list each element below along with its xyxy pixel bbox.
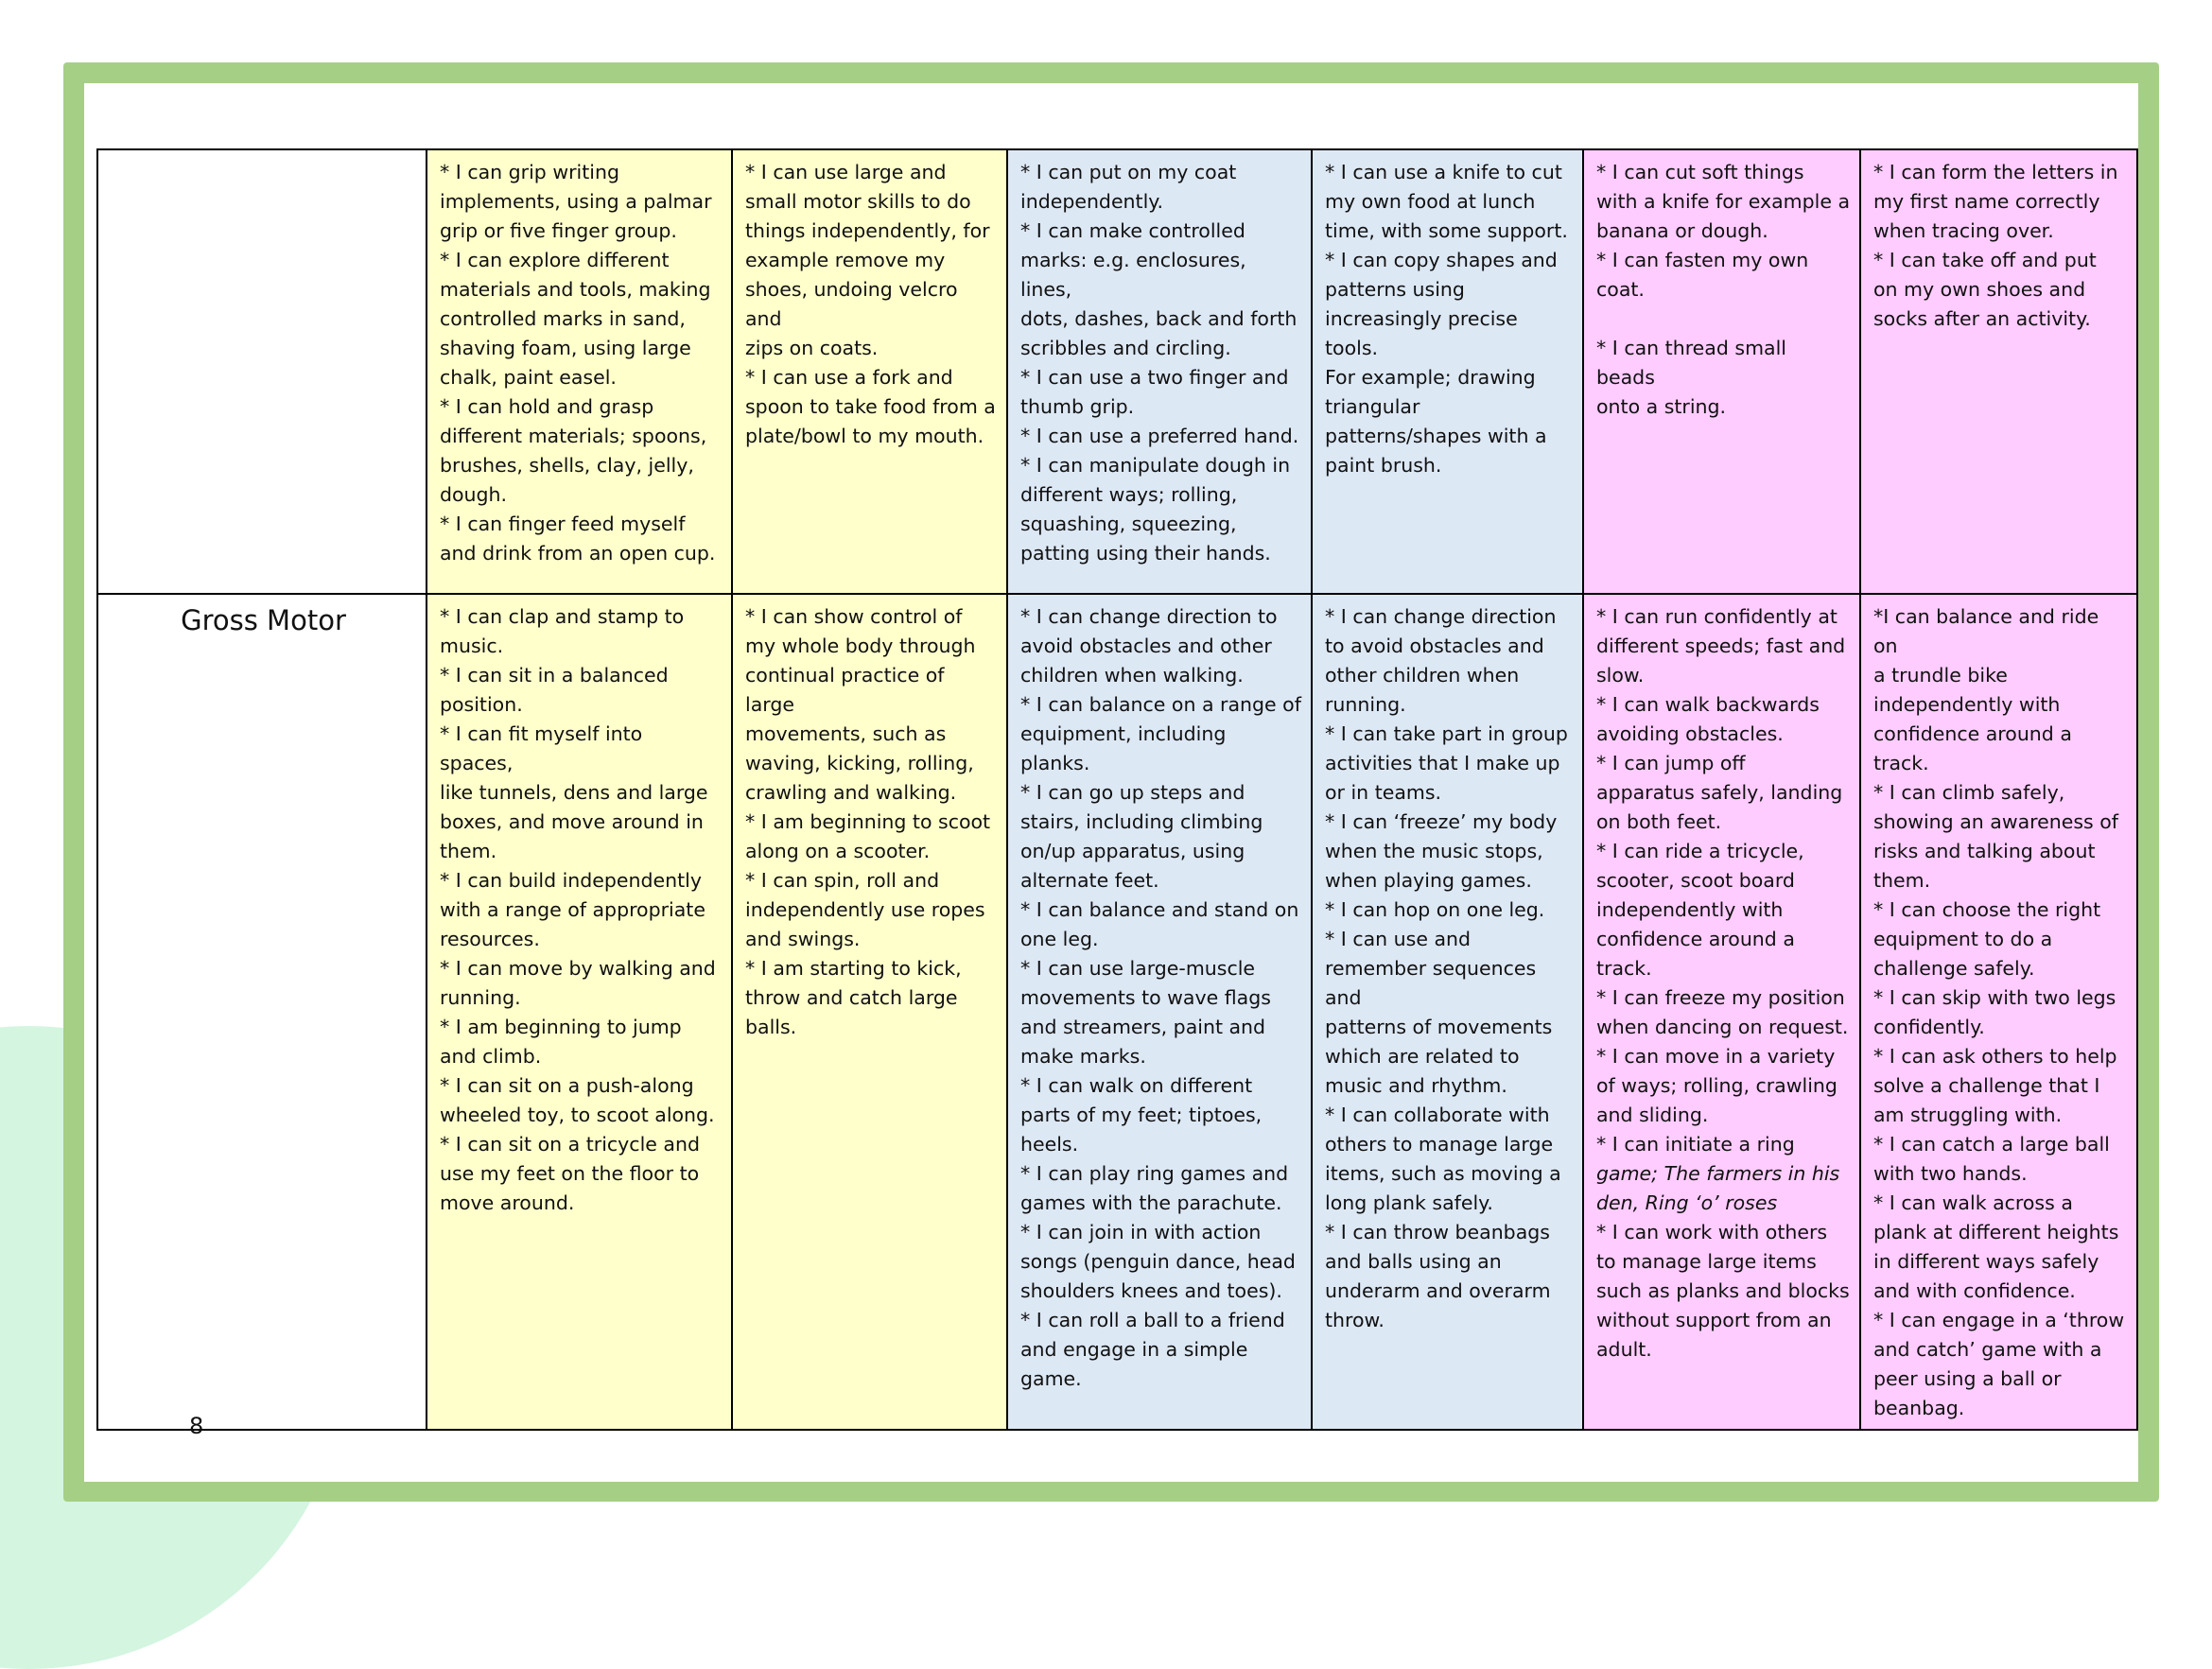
statement-line: different ways; rolling, [1020,483,1238,506]
statement-line: shoes, undoing velcro and [745,278,958,330]
stage-cell [1312,149,1583,594]
statement-line: game; The farmers in his [1596,1162,1840,1185]
statement-line: * I can ask others to help [1873,1045,2117,1068]
statement-line: * I can roll a ball to a friend [1020,1309,1285,1331]
statement-line [1596,304,1850,334]
statement-line: challenge safely. [1873,957,2035,980]
statement-line: balls. [745,1016,797,1038]
statement-line: * I can walk backwards [1596,693,1820,716]
statement-line: * I can freeze my position [1596,986,1845,1009]
statement-line: controlled marks in sand, [440,307,686,330]
statement-line: running. [440,986,521,1009]
statement-line: my own food at lunch [1325,190,1536,213]
statement-line: equipment to do a [1873,928,2053,950]
statement-line: independently use ropes [745,898,985,921]
statement-line: on my own shoes and [1873,278,2086,301]
statement-line: * I can skip with two legs [1873,986,2116,1009]
statement-line: parts of my feet; tiptoes, [1020,1104,1263,1126]
statement-line: risks and talking about [1873,840,2096,862]
statement-line: dough. [440,483,508,506]
statement-line: stairs, including climbing [1020,810,1263,833]
statement-line: my whole body through [745,635,976,657]
statement-line: continual practice of large [745,664,945,716]
statement-line: which are related to [1325,1045,1520,1068]
statement-line: confidence around a [1596,928,1795,950]
table-row-gross-motor [97,594,2137,1430]
statement-line: coat. [1596,278,1645,301]
statement-line: and balls using an [1325,1250,1502,1273]
statement-line: a trundle bike [1873,664,2008,687]
statement-line: marks: e.g. enclosures, lines, [1020,249,1246,301]
statement-line: * I can catch a large ball [1873,1133,2110,1156]
statement-line: things independently, for [745,219,990,242]
statement-line: game. [1020,1367,1082,1390]
statement-line: * I can ‘freeze’ my body [1325,810,1558,833]
statement-line: * I can explore different [440,249,670,271]
statement-line: * I can finger feed myself [440,513,686,535]
statement-line: beanbag. [1873,1397,1965,1419]
statement-line: * I can balance on a range of [1020,693,1301,716]
statement-line: without support from an [1596,1309,1832,1331]
stage-cell [1007,594,1312,1430]
statement-line: such as planks and blocks [1596,1279,1850,1302]
statement-line: * I can move in a variety [1596,1045,1836,1068]
skills-table [96,148,2138,1431]
statement-line: * I am beginning to scoot [745,810,991,833]
statement-line: * I can move by walking and [440,957,716,980]
statement-line: * I can walk on different [1020,1074,1253,1097]
statement-line: * I can climb safely, [1873,781,2065,804]
statement-line: running. [1325,693,1406,716]
statement-line: thumb grip. [1020,395,1135,418]
area-cell [97,594,427,1430]
statement-line: * I can balance and stand on [1020,898,1299,921]
statement-line: alternate feet. [1020,869,1159,892]
statement-line: on/up apparatus, using [1020,840,1245,862]
statement-line: * I can change direction [1325,605,1557,628]
statement-line: remember sequences and [1325,957,1537,1009]
table-row-fine-motor [97,149,2137,594]
stage-cell [1007,149,1312,594]
statement-line: and with confidence. [1873,1279,2076,1302]
statement-line: music and rhythm. [1325,1074,1507,1097]
statement-line: * I can work with others [1596,1221,1828,1243]
statement-line: * I can jump off [1596,752,1746,774]
stage-cell [732,594,1007,1430]
statement-line: * I can use a knife to cut [1325,161,1562,183]
statement-line: scribbles and circling. [1020,337,1231,359]
statement-line: * I can put on my coat [1020,161,1237,183]
statement-line: them. [1873,869,1931,892]
statement-line: music. [440,635,504,657]
statement-line: long plank safely. [1325,1191,1493,1214]
statement-line: confidently. [1873,1016,1985,1038]
statement-line: shoulders knees and toes). [1020,1279,1282,1302]
statement-line: * I can choose the right [1873,898,2101,921]
statement-line: and sliding. [1596,1104,1709,1126]
statement-line: * I can thread small beads [1596,337,1786,389]
statement-line: movements, such as [745,722,947,745]
statement-line: * I can initiate a ring [1596,1133,1795,1156]
statement-line: resources. [440,928,540,950]
statement-line: independently with [1873,693,2061,716]
statement-line: crawling and walking. [745,781,957,804]
statement-line: * I can walk across a [1873,1191,2073,1214]
statement-line: wheeled toy, to scoot along. [440,1104,715,1126]
statement-line: throw and catch large [745,986,958,1009]
statement-line: * I can use and [1325,928,1472,950]
statement-line: like tunnels, dens and large [440,781,708,804]
statement-line: * I can take part in group [1325,722,1568,745]
statement-line: heels. [1020,1133,1079,1156]
statement-line: spoon to take food from a [745,395,996,418]
statement-line: scooter, scoot board [1596,869,1795,892]
statement-line: track. [1596,957,1652,980]
statement-line: other children when [1325,664,1520,687]
statement-line: different speeds; fast and [1596,635,1846,657]
statement-line: paint brush. [1325,454,1442,477]
statement-line: position. [440,693,523,716]
area-title: Gross Motor [181,604,346,636]
statement-line: materials and tools, making [440,278,711,301]
statement-line: to manage large items [1596,1250,1817,1273]
statement-line: movements to wave flags [1020,986,1271,1009]
statement-line: * I can spin, roll and [745,869,940,892]
statement-line: solve a challenge that I [1873,1074,2100,1097]
statement-line: banana or dough. [1596,219,1768,242]
statement-line: * I can sit on a tricycle and [440,1133,700,1156]
statement-line: * I can build independently [440,869,703,892]
statement-line: items, such as moving a [1325,1162,1561,1185]
statement-line: apparatus safely, landing [1596,781,1843,804]
statement-line: * I can grip writing [440,161,619,183]
statement-line: confidence around a track. [1873,722,2072,774]
statement-line: * I can use a two finger and [1020,366,1289,389]
statement-line: * I can join in with action [1020,1221,1262,1243]
statement-line: on both feet. [1596,810,1722,833]
page-number: 8 [189,1413,204,1439]
statement-line: * I can clap and stamp to [440,605,685,628]
statement-line: along on a scooter. [745,840,931,862]
statement-line: patterns using [1325,278,1465,301]
statement-line: * I can form the letters in [1873,161,2118,183]
statement-line: increasingly precise tools. [1325,307,1518,359]
statement-line: adult. [1596,1338,1652,1361]
statement-line: with a range of appropriate [440,898,705,921]
statement-line: with a knife for example a [1596,190,1851,213]
statement-line: * I can make controlled [1020,219,1245,242]
statement-line: activities that I make up [1325,752,1560,774]
statement-line: *I can balance and ride on [1873,605,2099,657]
statement-line: showing an awareness of [1873,810,2118,833]
stage-cell [427,594,732,1430]
statement-line: make marks. [1020,1045,1146,1068]
statement-line: and engage in a simple [1020,1338,1248,1361]
stage-cell [1583,149,1860,594]
statement-line: * I can manipulate dough in [1020,454,1291,477]
statement-line: or in teams. [1325,781,1442,804]
statement-line: * I can use a fork and [745,366,953,389]
statement-line: move around. [440,1191,575,1214]
statement-line: use my feet on the floor to [440,1162,700,1185]
stage-cell [1583,594,1860,1430]
statement-line: * I can ride a tricycle, [1596,840,1804,862]
statement-line: waving, kicking, rolling, [745,752,974,774]
statement-line: * I can play ring games and [1020,1162,1289,1185]
statement-line: and drink from an open cup. [440,542,716,565]
statement-line: independently. [1020,190,1164,213]
statement-line: when the music stops, [1325,840,1543,862]
statement-line: peer using a ball or [1873,1367,2062,1390]
statement-line: implements, using a palmar [440,190,712,213]
statement-line: * I can go up steps and [1020,781,1245,804]
statement-line: when dancing on request. [1596,1016,1849,1038]
statement-line: * I can fasten my own [1596,249,1809,271]
statement-line: patting using their hands. [1020,542,1271,565]
statement-line: throw. [1325,1309,1385,1331]
statement-line: * I can show control of [745,605,963,628]
statement-line: one leg. [1020,928,1099,950]
statement-line: grip or five finger group. [440,219,677,242]
statement-line: * I can use large-muscle [1020,957,1256,980]
statement-line: of ways; rolling, crawling [1596,1074,1838,1097]
statement-line: when playing games. [1325,869,1532,892]
statement-line: * I can take off and put [1873,249,2097,271]
statement-line: For example; drawing [1325,366,1536,389]
statement-line: socks after an activity. [1873,307,2091,330]
statement-line: chalk, paint easel. [440,366,617,389]
statement-line: brushes, shells, clay, jelly, [440,454,694,477]
statement-line: to avoid obstacles and [1325,635,1544,657]
statement-line: dots, dashes, back and forth [1020,307,1298,330]
statement-line: in different ways safely [1873,1250,2099,1273]
stage-cell [427,149,732,594]
statement-line: squashing, squeezing, [1020,513,1237,535]
statement-line: and catch’ game with a [1873,1338,2102,1361]
statement-line: them. [440,840,497,862]
statement-line: children when walking. [1020,664,1244,687]
statement-line: shaving foam, using large [440,337,691,359]
statement-line: * I am beginning to jump [440,1016,682,1038]
statement-line: avoiding obstacles. [1596,722,1784,745]
statement-line: when tracing over. [1873,219,2054,242]
statement-line: * I can hold and grasp [440,395,654,418]
statement-line: small motor skills to do [745,190,971,213]
statement-line: avoid obstacles and other [1020,635,1272,657]
statement-line: zips on coats. [745,337,879,359]
statement-line: * I can use a preferred hand. [1020,425,1299,447]
stage-cell [732,149,1007,594]
stage-cell [1860,594,2137,1430]
statement-line: time, with some support. [1325,219,1568,242]
statement-line: * I can sit on a push-along [440,1074,694,1097]
statement-line: * I can cut soft things [1596,161,1804,183]
statement-line: and swings. [745,928,861,950]
statement-line: and climb. [440,1045,542,1068]
statement-line: patterns/shapes with a [1325,425,1547,447]
statement-line: triangular [1325,395,1420,418]
statement-line: my first name correctly [1873,190,2100,213]
statement-line: * I can collaborate with [1325,1104,1550,1126]
stage-cell [1312,594,1583,1430]
statement-line: patterns of movements [1325,1016,1553,1038]
statement-line: * I can run confidently at [1596,605,1838,628]
statement-line: with two hands. [1873,1162,2028,1185]
statement-line: onto a string. [1596,395,1727,418]
statement-line: others to manage large [1325,1133,1554,1156]
stage-cell [1860,149,2137,594]
statement-line: different materials; spoons, [440,425,707,447]
statement-line: plank at different heights [1873,1221,2119,1243]
area-cell [97,149,427,594]
statement-line: * I can engage in a ‘throw [1873,1309,2125,1331]
statement-line: and streamers, paint and [1020,1016,1266,1038]
statement-line: * I am starting to kick, [745,957,962,980]
statement-line: den, Ring ‘o’ roses [1596,1191,1778,1214]
statement-line: games with the parachute. [1020,1191,1282,1214]
statement-line: songs (penguin dance, head [1020,1250,1296,1273]
statement-line: * I can sit in a balanced [440,664,669,687]
statement-line: * I can use large and [745,161,947,183]
statement-line: underarm and overarm [1325,1279,1551,1302]
statement-line: * I can fit myself into spaces, [440,722,643,774]
statement-line: slow. [1596,664,1645,687]
statement-line: independently with [1596,898,1784,921]
statement-line: * I can change direction to [1020,605,1278,628]
statement-line: am struggling with. [1873,1104,2063,1126]
statement-line: boxes, and move around in [440,810,704,833]
statement-line: plate/bowl to my mouth. [745,425,984,447]
statement-line: * I can copy shapes and [1325,249,1558,271]
statement-line: example remove my [745,249,946,271]
statement-line: equipment, including planks. [1020,722,1227,774]
statement-line: * I can throw beanbags [1325,1221,1550,1243]
statement-line: * I can hop on one leg. [1325,898,1545,921]
